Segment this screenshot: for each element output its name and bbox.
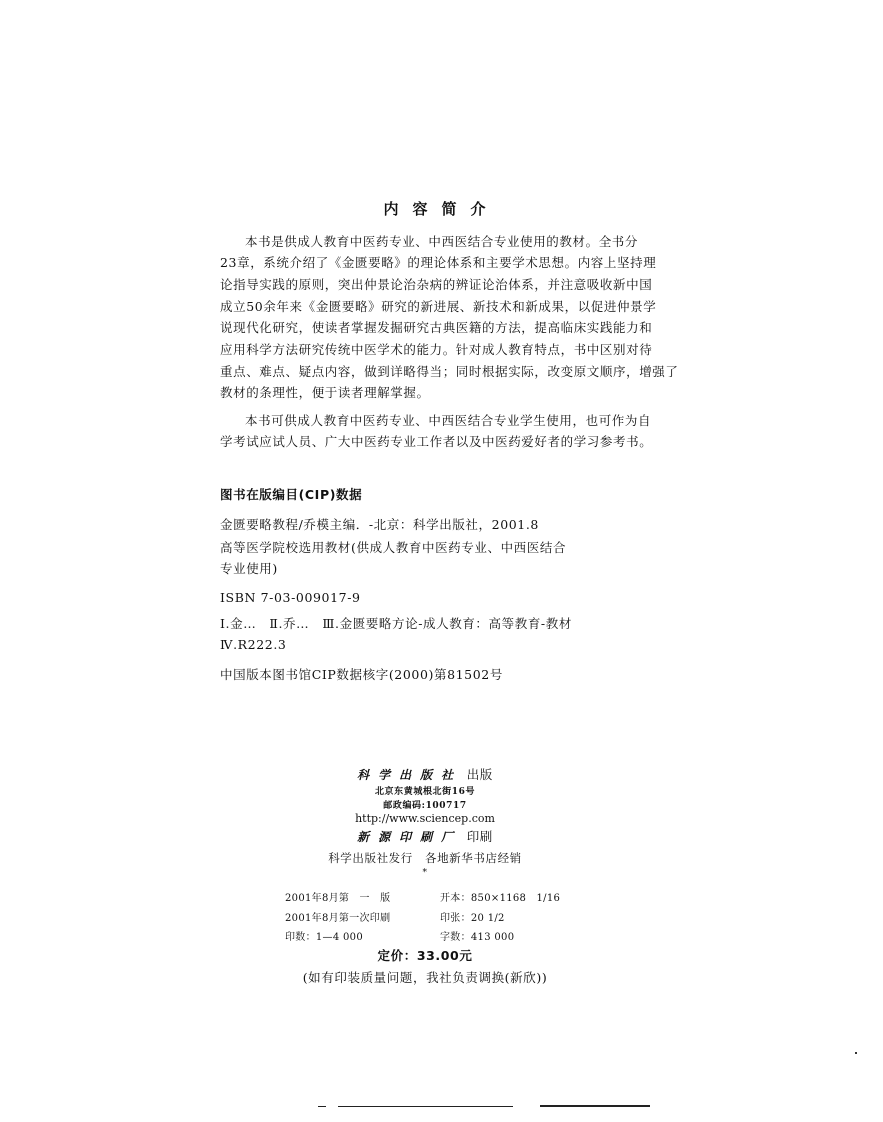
cip-isbn: ISBN 7-03-009017-9 — [220, 590, 361, 605]
summary-line: 学考试应试人员、广大中医药专业工作者以及中医药爱好者的学习参考书。 — [220, 434, 653, 449]
summary-line: 应用科学方法研究传统中医学术的能力。针对成人教育特点，书中区别对待 — [220, 342, 653, 357]
summary-line: 说现代化研究，使读者掌握发掘研究古典医籍的方法，提高临床实践能力和 — [220, 320, 653, 335]
separator-star: * — [422, 868, 428, 878]
copies: 印数：1—4 000 — [285, 932, 363, 943]
sheets: 印张：20 1/2 — [440, 913, 505, 924]
summary-line: 本书是供成人教育中医药专业、中西医结合专业使用的教材。全书分 — [245, 234, 639, 249]
publisher-line — [0, 765, 850, 783]
summary-line: 成立50余年来《金匮要略》研究的新进展、新技术和新成果，以促进仲景学 — [220, 299, 657, 314]
cip-record: 中国版本图书馆CIP数据核字(2000)第81502号 — [220, 667, 503, 682]
publisher-logo: 科学出版社 — [357, 768, 463, 782]
print-label: 印刷 — [466, 829, 493, 844]
summary-line: 教材的条理性，便于读者理解掌握。 — [220, 385, 430, 400]
printing: 2001年8月第一次印刷 — [285, 913, 391, 924]
cip-line: 专业使用) — [220, 561, 278, 576]
publisher-postcode: 邮政编码:100717 — [383, 801, 467, 811]
summary-line: 重点、难点、疑点内容，做到详略得当；同时根据实际，改变原文顺序，增强了 — [220, 364, 679, 379]
summary-line: 本书可供成人教育中医药专业、中西医结合专业学生使用，也可作为自 — [245, 413, 652, 428]
scan-edge-line — [540, 1105, 650, 1107]
summary-line: 23章，系统介绍了《金匮要略》的理论体系和主要学术思想。内容上坚持理 — [220, 255, 657, 270]
cip-subjects: Ⅰ.金… Ⅱ.乔… Ⅲ.金匮要略方论-成人教育：高等教育-教材 — [220, 616, 572, 631]
cip-heading: 图书在版编目(CIP)数据 — [220, 487, 363, 502]
scan-edge-line — [318, 1106, 326, 1107]
words: 字数：413 000 — [440, 932, 515, 943]
scan-edge-line — [338, 1106, 513, 1107]
publisher-url: http://www.sciencep.com — [355, 812, 495, 825]
publisher-address: 北京东黄城根北街16号 — [374, 787, 476, 797]
publish-label: 出版 — [466, 767, 493, 782]
printer-logo: 新源印刷厂 — [357, 830, 463, 844]
quality-note: (如有印装质量问题，我社负责调换(新欣)) — [302, 970, 548, 985]
cip-line: 高等医学院校选用教材(供成人教育中医药专业、中西医结合 — [220, 540, 567, 555]
edition: 2001年8月第 一 版 — [285, 893, 391, 904]
cip-line: 金匮要略教程/乔模主编．-北京：科学出版社，2001.8 — [220, 517, 539, 532]
summary-line: 论指导实践的原则，突出仲景论治杂病的辨证论治体系，并注意吸收新中国 — [220, 277, 653, 292]
printer-line — [0, 827, 850, 845]
cip-classification: Ⅳ.R222.3 — [220, 637, 287, 652]
scan-speck — [855, 1052, 857, 1054]
format: 开本：850×1168 1/16 — [440, 893, 561, 904]
price: 定价：33.00元 — [377, 948, 473, 963]
distribution: 科学出版社发行 各地新华书店经销 — [328, 851, 522, 865]
summary-title: 内容简介 — [383, 200, 500, 218]
